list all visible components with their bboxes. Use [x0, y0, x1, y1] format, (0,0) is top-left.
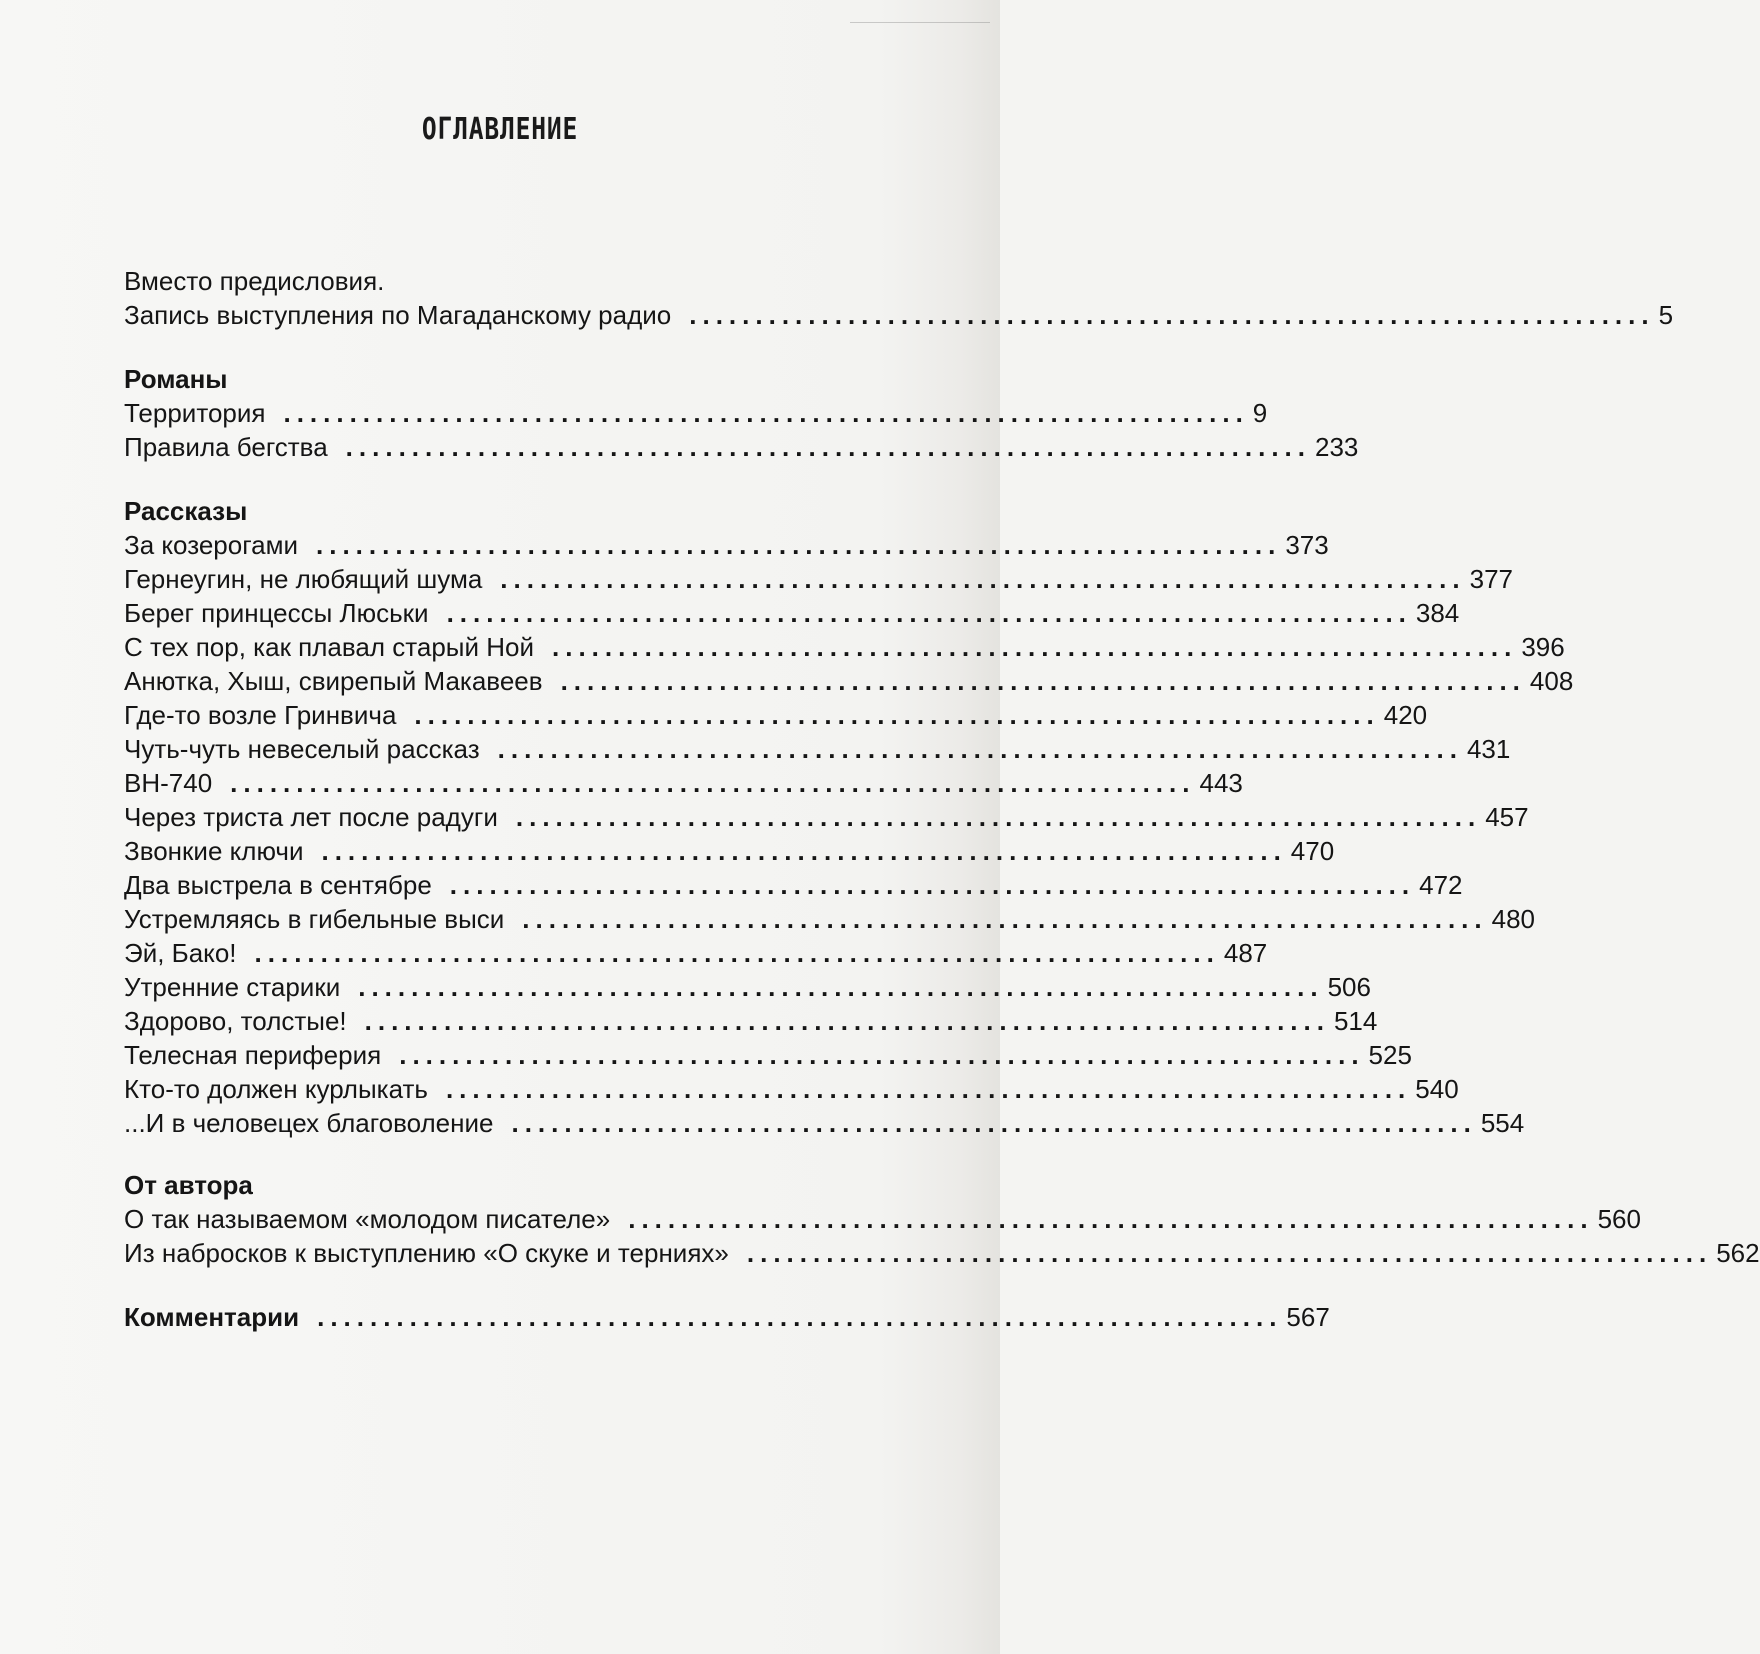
toc-entry: [124, 1072, 1459, 1106]
toc-entry-preface: [124, 298, 1674, 332]
toc-entry-title: Правила бегства: [124, 432, 328, 462]
toc-entry-page: 373: [1285, 530, 1329, 560]
table-of-contents: [124, 264, 1760, 1334]
toc-entry: [124, 1004, 1378, 1038]
toc-entry-page: 457: [1485, 802, 1529, 832]
toc-entry-title: О так называемом «молодом писателе»: [124, 1204, 611, 1234]
toc-entry: [124, 1202, 1641, 1236]
toc-entry-preface-line1: [124, 264, 918, 298]
page-title: ОГЛАВЛЕНИЕ: [421, 112, 579, 147]
toc-entry: [124, 396, 1268, 430]
leader-dots: .........................................................................: [628, 1204, 1594, 1234]
toc-entry-page: 377: [1469, 564, 1513, 594]
leader-dots: .........................................................................: [515, 802, 1482, 832]
toc-entry-page: 470: [1290, 836, 1335, 866]
toc-entry: [124, 902, 1536, 936]
leader-dots: .........................................................................: [414, 700, 1380, 730]
toc-entry: [124, 1236, 1760, 1270]
toc-entry-title: Чуть-чуть невеселый рассказ: [124, 734, 480, 764]
leader-dots: .........................................................................: [317, 1302, 1283, 1332]
toc-entry-title: Гернеугин, не любящий шума: [124, 564, 483, 594]
leader-dots: .........................................................................: [511, 1108, 1477, 1138]
leader-dots: .........................................................................: [283, 398, 1249, 428]
leader-dots: .........................................................................: [316, 530, 1282, 560]
toc-entry: [124, 732, 1511, 766]
toc-entry-page: 233: [1315, 432, 1359, 462]
leader-dots: .........................................................................: [689, 300, 1655, 330]
toc-entry-title: Звонкие ключи: [124, 836, 304, 866]
toc-entry-page: 514: [1333, 1006, 1378, 1036]
toc-entry: [124, 936, 1268, 970]
toc-entry: [124, 834, 1335, 868]
leader-dots: .........................................................................: [446, 598, 1412, 628]
toc-entry-page: 431: [1466, 734, 1511, 764]
toc-entry-page: 540: [1415, 1074, 1459, 1104]
leader-dots: .........................................................................: [321, 836, 1287, 866]
toc-entry-title: Два выстрела в сентябре: [124, 870, 432, 900]
toc-entry-page: 9: [1252, 398, 1268, 428]
leader-dots: .........................................................................: [364, 1006, 1330, 1036]
toc-entry-page: 396: [1521, 632, 1565, 662]
toc-entry-page: 384: [1415, 598, 1460, 628]
toc-entry-title: ...И в человецех благоволение: [124, 1108, 494, 1138]
toc-entry-page: 487: [1223, 938, 1268, 968]
toc-entry: [124, 596, 1460, 630]
toc-entry-page: 567: [1286, 1302, 1330, 1332]
toc-entry: [124, 630, 1565, 664]
toc-entry-page: 5: [1658, 300, 1674, 330]
leader-dots: .........................................................................: [497, 734, 1463, 764]
toc-entry: [124, 698, 1428, 732]
toc-entry-page: 506: [1327, 972, 1371, 1002]
toc-entry: [124, 868, 1463, 902]
leader-dots: .........................................................................: [522, 904, 1488, 934]
section-heading-from-author: От автора: [124, 1170, 253, 1200]
leader-dots: .........................................................................: [345, 432, 1311, 462]
section-heading-stories: Рассказы: [124, 496, 248, 526]
toc-entry-title: Комментарии: [124, 1302, 300, 1332]
leader-dots: .........................................................................: [560, 666, 1526, 696]
leader-dots: .........................................................................: [500, 564, 1466, 594]
section-heading-novels: Романы: [124, 364, 228, 394]
leader-dots: .........................................................................: [449, 870, 1416, 900]
toc-entry-page: 472: [1419, 870, 1463, 900]
toc-entry-title: Территория: [124, 398, 266, 428]
toc-entry-title: Запись выступления по Магаданскому радио: [124, 300, 672, 330]
toc-entry-title: Утренние старики: [124, 972, 341, 1002]
leader-dots: .........................................................................: [254, 938, 1220, 968]
toc-entry-title: Эй, Бако!: [124, 938, 237, 968]
toc-entry-title: Вместо предисловия.: [124, 266, 385, 296]
toc-entry: [124, 1038, 1412, 1072]
toc-entry-title: Анютка, Хыш, свирепый Макавеев: [124, 666, 543, 696]
toc-entry-title: ВН-740: [124, 768, 213, 798]
toc-entry-title: Здорово, толстые!: [124, 1006, 347, 1036]
toc-entry-title: С тех пор, как плавал старый Ной: [124, 632, 534, 662]
toc-entry-title: Через триста лет после радуги: [124, 802, 498, 832]
toc-entry-title: За козерогами: [124, 530, 299, 560]
toc-entry-title: Из набросков к выступлению «О скуке и терниях»: [124, 1238, 729, 1268]
leader-dots: .........................................................................: [445, 1074, 1412, 1104]
leader-dots: .........................................................................: [746, 1238, 1713, 1268]
toc-entry-commentary: [124, 1300, 1330, 1334]
toc-entry-title: Берег принцессы Люськи: [124, 598, 429, 628]
leader-dots: .........................................................................: [399, 1040, 1365, 1070]
opposite-page-header-bleed: [850, 8, 990, 23]
toc-entry: [124, 664, 1574, 698]
toc-entry: [124, 766, 1243, 800]
toc-entry: [124, 970, 1371, 1004]
toc-entry: [124, 430, 1359, 464]
toc-entry-page: 560: [1597, 1204, 1641, 1234]
toc-entry-page: 420: [1383, 700, 1428, 730]
toc-entry: [124, 1106, 1525, 1140]
toc-entry-title: Где-то возле Гринвича: [124, 700, 397, 730]
toc-entry-title: Устремляясь в гибельные выси: [124, 904, 505, 934]
toc-entry-page: 525: [1368, 1040, 1412, 1070]
leader-dots: .........................................................................: [552, 632, 1518, 662]
toc-entry-page: 554: [1480, 1108, 1525, 1138]
toc-entry: [124, 528, 1329, 562]
leader-dots: .........................................................................: [230, 768, 1196, 798]
toc-entry: [124, 800, 1529, 834]
toc-entry-page: 443: [1199, 768, 1243, 798]
toc-entry-title: Кто-то должен курлыкать: [124, 1074, 428, 1104]
toc-entry-page: 408: [1529, 666, 1574, 696]
leader-dots: .........................................................................: [358, 972, 1324, 1002]
toc-entry: [124, 562, 1513, 596]
toc-entry-title: Телесная периферия: [124, 1040, 382, 1070]
toc-entry-page: 562: [1716, 1238, 1760, 1268]
toc-entry-page: 480: [1491, 904, 1536, 934]
